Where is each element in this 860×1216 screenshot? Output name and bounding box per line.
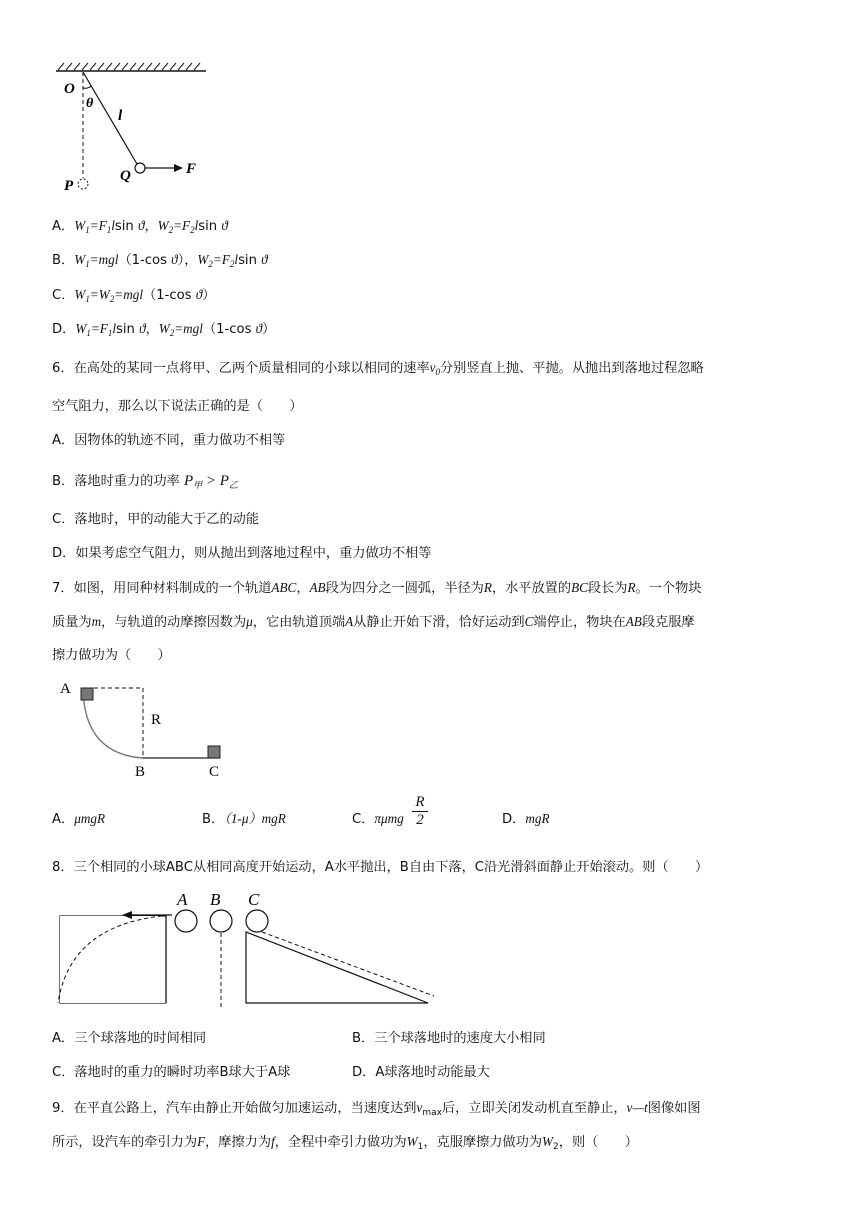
q8-option-d: D．A球落地时动能最大 <box>352 1065 490 1080</box>
q8-stem: 8．三个相同的小球ABC从相同高度开始运动，A水平抛出，B自由下落，C沿光滑斜面静止开始滚动。则（ ） <box>52 860 709 875</box>
label-theta: θ <box>86 96 94 111</box>
label-B: B <box>135 764 146 780</box>
label-R: R <box>151 712 162 728</box>
q6-stem-line1: 6．在高处的某同一点将甲、乙两个质量相同的小球以相同的速率$v_0$分别竖直上抛、平抛。从抛出到落地过程忽略 <box>52 360 704 377</box>
label-l: l <box>118 108 123 124</box>
q6-option-c: C．落地时，甲的动能大于乙的动能 <box>52 512 260 527</box>
q8-option-c: C．落地时的重力的瞬时功率B球大于A球 <box>52 1065 291 1080</box>
q5-option-c: C．$W_1=W_2=mgl(1-\cos$ ϑ） <box>52 287 216 304</box>
label-C: C <box>209 764 220 780</box>
q5-option-b: B．$W_1=mgl(1-\cos$ ϑ），$W_2=F_2lsin$ ϑ <box>52 252 268 269</box>
label-ball-C: C <box>248 890 260 909</box>
label-O: O <box>64 81 75 97</box>
q7-stem-line1: 7．如图，用同种材料制成的一个轨道ABC，AB段为四分之一圆弧，半径为R，水平放置的BC段长为R。一个物块 <box>52 580 702 596</box>
q6-option-a: A．因物体的轨迹不同，重力做功不相等 <box>52 433 286 448</box>
label-Q: Q <box>120 168 131 184</box>
q7-option-c: C．πμmg <box>352 811 404 827</box>
label-ball-B: B <box>210 890 221 909</box>
q6-option-b: B．落地时重力的功率 $P_甲 > P_乙$ <box>52 473 238 490</box>
pendulum-figure <box>50 60 220 200</box>
q5-option-a: A．$W_1=F_1lsin$ ϑ，$W_2=F_2lsin$ ϑ <box>52 218 228 235</box>
three-balls-figure <box>50 886 445 1011</box>
q7-stem-line2: 质量为m，与轨道的动摩擦因数为μ，它由轨道顶端A从静止开始下滑，恰好运动到C端停止，物块在AB段克服摩 <box>52 614 695 630</box>
track-figure <box>55 676 235 786</box>
q6-stem-line2: 空气阻力，那么以下说法正确的是（ ） <box>52 399 303 414</box>
q7-option-b: B．（1-μ）mgR <box>202 811 286 827</box>
q7-option-c-fraction: R 2 <box>412 794 428 829</box>
label-ball-A: A <box>177 890 188 909</box>
v0-symbol: $v_0$ <box>429 360 440 377</box>
q6-option-d: D．如果考虑空气阻力，则从抛出到落地过程中，重力做功不相等 <box>52 546 432 561</box>
q5-option-d: D．$W_1=F_1lsin$ ϑ，$W_2=mgl(1-\cos$ ϑ） <box>52 321 276 338</box>
q7-option-d: D．mgR <box>502 811 550 827</box>
q9-stem-line1: 9．在平直公路上，汽车由静止开始做匀加速运动，当速度达到$v_{max}$后，立即关闭发动机直至静止，v—t图像如图 <box>52 1100 701 1118</box>
q7-stem-line3: 擦力做功为（ ） <box>52 648 171 663</box>
q8-option-b: B．三个球落地时的速度大小相同 <box>352 1031 546 1046</box>
label-F: F <box>186 161 197 177</box>
label-P: P <box>64 178 74 194</box>
q8-option-a: A．三个球落地的时间相同 <box>52 1031 207 1046</box>
q9-stem-line2: 所示，设汽车的牵引力为F，摩擦力为f，全程中牵引力做功为$W_1$，克服摩擦力做功为$W_2$，则（ ） <box>52 1134 638 1152</box>
q7-option-a: A．μmgR <box>52 811 106 827</box>
label-A: A <box>60 681 71 697</box>
